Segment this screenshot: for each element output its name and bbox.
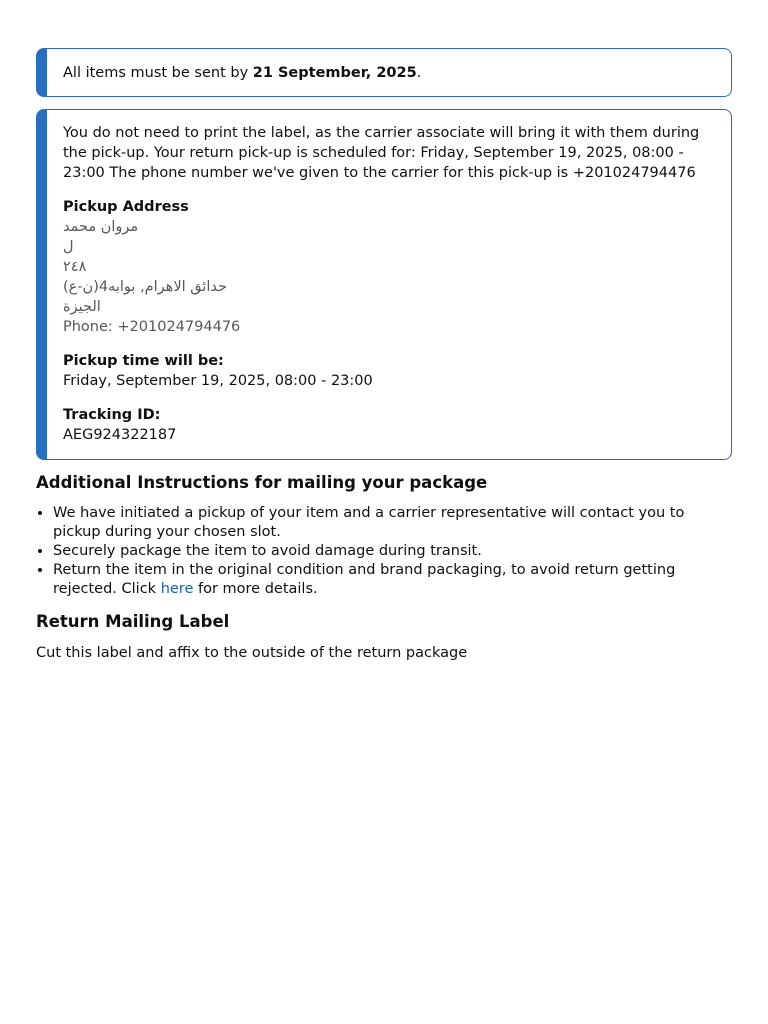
list-item-text: Return the item in the original condition and brand packaging, to avoid return getting rejected. Click (53, 562, 676, 597)
instructions-list (36, 504, 732, 599)
address-phone: Phone: +201024794476 (63, 319, 241, 335)
tracking-id-heading: Tracking ID: (63, 407, 161, 423)
deadline-prefix: All items must be sent by (63, 64, 253, 81)
mailing-label-title: Return Mailing Label (36, 612, 230, 631)
list-item (53, 561, 732, 599)
address-line-street: حدائق الاهرام, بوابه4(ن-ع) (63, 279, 227, 295)
pickup-time-heading: Pickup time will be: (63, 353, 224, 369)
tracking-id-value: AEG924322187 (63, 427, 177, 443)
deadline-date: 21 September, 2025 (252, 64, 417, 81)
list-item: • Securely package the item to avoid damage during transit. (53, 542, 732, 561)
address-line-name: مروان محمد (63, 219, 139, 235)
pickup-message: You do not need to print the label, as the carrier associate will bring it with them during the pick-up. Your return pick-up is scheduled for: Friday, September 19, 2025, 08:00 - 23:00 The phone number we've given to the carrier for this pick-up is +201024794476 (63, 125, 700, 181)
list-item-suffix: for more details. (193, 581, 318, 597)
pickup-address-heading: Pickup Address (63, 199, 189, 215)
deadline-suffix: . (416, 64, 422, 81)
address-line-2: ل (63, 239, 74, 255)
address-line-building: ٢٤٨ (63, 259, 87, 275)
deadline-text (63, 65, 421, 81)
deadline-banner (36, 48, 732, 97)
instructions-title: Additional Instructions for mailing your package (36, 473, 488, 492)
pickup-info-box (36, 109, 732, 460)
address-line-city: الجيزة (63, 299, 101, 315)
pickup-address (63, 217, 715, 337)
details-link[interactable]: here (160, 581, 194, 597)
pickup-time-value: Friday, September 19, 2025, 08:00 - 23:00 (63, 373, 373, 389)
list-item: • We have initiated a pickup of your item and a carrier representative will contact you to pickup during your chosen slot. (53, 504, 732, 542)
mailing-label-note: Cut this label and affix to the outside of the return package (36, 645, 468, 661)
